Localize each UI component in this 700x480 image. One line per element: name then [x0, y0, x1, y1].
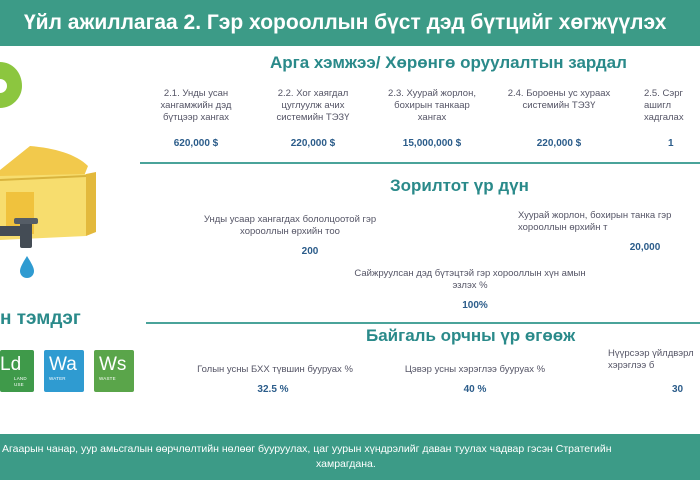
sign-title: н тэмдэг — [0, 308, 81, 329]
env-item-label: Цэвэр усны хэрэглээ бууруах % — [404, 364, 546, 375]
water-icon — [44, 350, 84, 392]
waste-icon — [94, 350, 134, 392]
target-item-label: Сайжруулсан дэд бүтэцтэй гэр хорооллын хүн амын эзлэх % — [354, 268, 586, 291]
method-item-value: 220,000 $ — [290, 138, 336, 149]
environment-section-title: Байгаль орчны үр өгөөж — [366, 326, 576, 345]
env-item-label: Нүүрсээр үйлдвэрл хэрэглээ б — [608, 348, 694, 371]
footer-note — [0, 434, 700, 480]
target-item-value: 100% — [462, 300, 488, 311]
method-item-label: 2.4. Бороены ус хураах системийн ТЭЗҮ — [507, 88, 611, 111]
yurt-illustration — [0, 60, 120, 300]
water-drop-icon — [20, 256, 34, 278]
footer-line-2: хамрагдана. — [316, 458, 376, 470]
method-item-label: 2.2. Хог хаягдал цуглуулж ачих системийн ТЭЗҮ — [276, 88, 350, 123]
method-item-value: 15,000,000 $ — [402, 138, 462, 149]
target-item-label: Унды усаар хангагдах бололцоотой гэр хорооллын өрхийн тоо — [203, 214, 377, 237]
method-item-value: 1 — [668, 138, 674, 149]
section-divider — [140, 162, 700, 164]
section-divider — [146, 322, 700, 324]
method-item-label: 2.5. Сэрг ашигл хадгалах — [644, 88, 684, 123]
location-pin-icon — [0, 62, 22, 108]
method-section-title: Арга хэмжээ/ Хөрөнгө оруулалтын зардал — [270, 53, 627, 72]
method-item-label: 2.3. Хуурай жорлон, бохирын танкаар хангах — [388, 88, 476, 123]
env-item-value: 40 % — [463, 384, 487, 395]
targets-section-title: Зорилтот үр дүн — [390, 176, 529, 195]
tile-symbol: Wa — [49, 354, 77, 375]
env-item-value: 30 — [672, 384, 684, 395]
tile-caption: LAND USE — [14, 376, 27, 387]
target-item-value: 200 — [301, 246, 319, 257]
env-item-value: 32.5 % — [257, 384, 289, 395]
land-use-icon — [0, 350, 34, 392]
method-item-label: 2.1. Унды усан хангамжийн дэд бүтцээр хангах — [160, 88, 232, 123]
method-item-value: 620,000 $ — [173, 138, 219, 149]
page-title: Үйл ажиллагаа 2. Гэр хорооллын бүст дэд бүтцийг хөгжүүлэх — [0, 0, 700, 46]
yurt-icon — [0, 146, 96, 240]
tile-caption: WASTE — [99, 376, 116, 381]
footer-line-1: Агаарын чанар, уур амьсгалын өөрчлөлтийн нөлөөг бууруулах, цаг уурын хүндрэлийг даван туулах чадвар гэсэн Стратегийн — [2, 443, 612, 455]
method-item-value: 220,000 $ — [536, 138, 582, 149]
tile-symbol: Ld — [0, 354, 22, 375]
target-item-label: Хуурай жорлон, бохирын танка гэр хорооллын өрхийн т — [518, 210, 672, 233]
tile-symbol: Ws — [99, 354, 127, 375]
tile-caption: WATER — [49, 376, 66, 381]
target-item-value: 20,000 — [629, 242, 661, 253]
env-item-label: Голын усны БХХ түвшин бууруах % — [197, 364, 353, 375]
